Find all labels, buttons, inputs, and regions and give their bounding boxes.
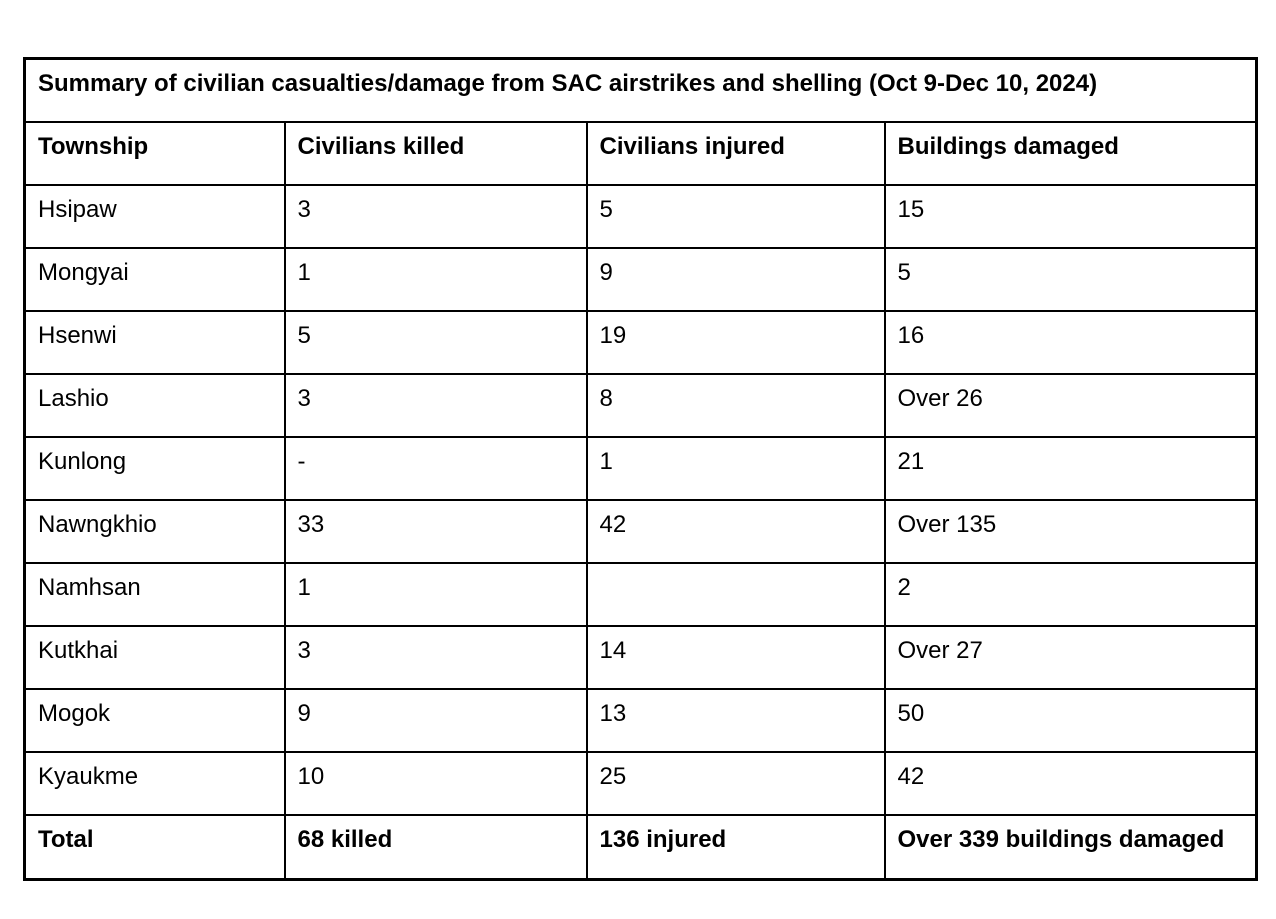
col-header-civilians-injured: Civilians injured	[587, 122, 885, 185]
table-row-kyaukme	[25, 752, 1257, 815]
cell-township: Mongyai	[25, 248, 285, 311]
cell-injured	[587, 563, 885, 626]
cell-damaged: 5	[885, 248, 1257, 311]
cell-killed: -	[285, 437, 587, 500]
cell-killed: 3	[285, 185, 587, 248]
cell-killed: 9	[285, 689, 587, 752]
cell-injured: 5	[587, 185, 885, 248]
cell-total-damaged: Over 339 buildings damaged	[885, 815, 1257, 880]
cell-township: Kyaukme	[25, 752, 285, 815]
table-header-row	[25, 122, 1257, 185]
cell-damaged: 21	[885, 437, 1257, 500]
cell-township: Lashio	[25, 374, 285, 437]
table-row-lashio	[25, 374, 1257, 437]
cell-injured: 19	[587, 311, 885, 374]
cell-total-injured: 136 injured	[587, 815, 885, 880]
table-total-row	[25, 815, 1257, 880]
col-header-buildings-damaged: Buildings damaged	[885, 122, 1257, 185]
cell-township: Mogok	[25, 689, 285, 752]
table-title: Summary of civilian casualties/damage from SAC airstrikes and shelling (Oct 9-Dec 10, 2024)	[25, 59, 1257, 122]
cell-township: Namhsan	[25, 563, 285, 626]
cell-total-killed: 68 killed	[285, 815, 587, 880]
cell-injured: 1	[587, 437, 885, 500]
cell-killed: 10	[285, 752, 587, 815]
cell-township: Hsenwi	[25, 311, 285, 374]
cell-injured: 42	[587, 500, 885, 563]
col-header-township: Township	[25, 122, 285, 185]
cell-damaged: 2	[885, 563, 1257, 626]
cell-township: Kutkhai	[25, 626, 285, 689]
cell-killed: 3	[285, 374, 587, 437]
table-row-hsenwi	[25, 311, 1257, 374]
cell-total-label: Total	[25, 815, 285, 880]
cell-killed: 5	[285, 311, 587, 374]
table-row-hsipaw	[25, 185, 1257, 248]
casualties-summary-table	[23, 57, 1258, 881]
cell-damaged: 50	[885, 689, 1257, 752]
table-row-namhsan	[25, 563, 1257, 626]
col-header-civilians-killed: Civilians killed	[285, 122, 587, 185]
cell-damaged: Over 135	[885, 500, 1257, 563]
cell-township: Kunlong	[25, 437, 285, 500]
cell-township: Hsipaw	[25, 185, 285, 248]
table-row-kunlong	[25, 437, 1257, 500]
cell-damaged: 15	[885, 185, 1257, 248]
table-row-kutkhai	[25, 626, 1257, 689]
cell-township: Nawngkhio	[25, 500, 285, 563]
table-row-nawngkhio	[25, 500, 1257, 563]
table-row-mongyai	[25, 248, 1257, 311]
cell-killed: 33	[285, 500, 587, 563]
table-title-row	[25, 59, 1257, 122]
cell-injured: 25	[587, 752, 885, 815]
cell-damaged: 16	[885, 311, 1257, 374]
cell-damaged: Over 26	[885, 374, 1257, 437]
cell-injured: 9	[587, 248, 885, 311]
cell-injured: 8	[587, 374, 885, 437]
cell-damaged: Over 27	[885, 626, 1257, 689]
cell-killed: 1	[285, 563, 587, 626]
cell-injured: 14	[587, 626, 885, 689]
table-row-mogok	[25, 689, 1257, 752]
cell-killed: 1	[285, 248, 587, 311]
cell-killed: 3	[285, 626, 587, 689]
cell-damaged: 42	[885, 752, 1257, 815]
cell-injured: 13	[587, 689, 885, 752]
